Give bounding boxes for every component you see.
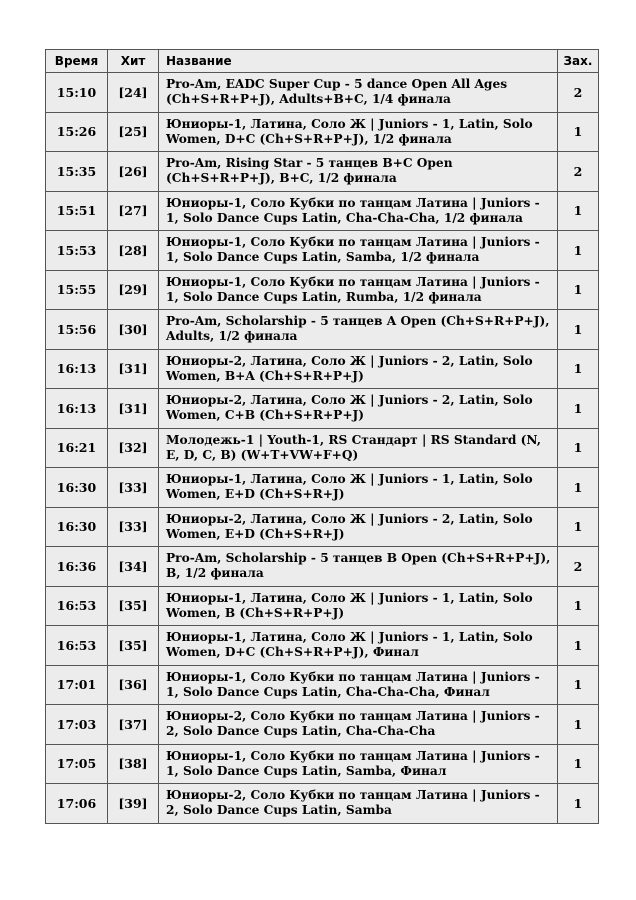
cell-time: 16:30 (46, 468, 108, 508)
cell-heat: [37] (108, 705, 159, 745)
cell-name: Юниоры-1, Латина, Соло Ж | Juniors - 1, Latin, Solo Women, B (Ch+S+R+P+J) (159, 586, 558, 626)
header-zax: Зах. (558, 50, 599, 73)
schedule-body (46, 73, 599, 824)
cell-heat: [25] (108, 112, 159, 152)
cell-zax: 1 (558, 586, 599, 626)
cell-zax: 1 (558, 270, 599, 310)
cell-zax: 1 (558, 626, 599, 666)
cell-heat: [38] (108, 744, 159, 784)
cell-zax: 1 (558, 468, 599, 508)
cell-name: Pro-Am, Scholarship - 5 танцев B Open (Ch+S+R+P+J), B, 1/2 финала (159, 547, 558, 587)
table-row (46, 270, 599, 310)
cell-heat: [32] (108, 428, 159, 468)
cell-name: Pro-Am, EADC Super Cup - 5 dance Open All Ages (Ch+S+R+P+J), Adults+B+C, 1/4 финала (159, 73, 558, 113)
table-row (46, 310, 599, 350)
cell-time: 16:21 (46, 428, 108, 468)
table-row (46, 389, 599, 429)
table-row (46, 507, 599, 547)
cell-time: 15:51 (46, 191, 108, 231)
table-row (46, 468, 599, 508)
cell-time: 16:53 (46, 586, 108, 626)
cell-name: Юниоры-1, Соло Кубки по танцам Латина | Juniors - 1, Solo Dance Cups Latin, Samba, 1/2 финала (159, 231, 558, 271)
cell-name: Юниоры-1, Соло Кубки по танцам Латина | Juniors - 1, Solo Dance Cups Latin, Cha-Cha-Cha, Финал (159, 665, 558, 705)
cell-name: Юниоры-1, Латина, Соло Ж | Juniors - 1, Latin, Solo Women, E+D (Ch+S+R+J) (159, 468, 558, 508)
cell-heat: [30] (108, 310, 159, 350)
schedule-table (45, 49, 599, 824)
cell-name: Pro-Am, Rising Star - 5 танцев B+C Open (Ch+S+R+P+J), B+C, 1/2 финала (159, 152, 558, 192)
cell-name: Молодежь-1 | Youth-1, RS Стандарт | RS Standard (N, E, D, C, B) (W+T+VW+F+Q) (159, 428, 558, 468)
table-row (46, 705, 599, 745)
cell-zax: 1 (558, 349, 599, 389)
header-name: Название (159, 50, 558, 73)
table-row (46, 428, 599, 468)
cell-zax: 1 (558, 310, 599, 350)
table-row (46, 665, 599, 705)
cell-name: Юниоры-2, Соло Кубки по танцам Латина | Juniors - 2, Solo Dance Cups Latin, Samba (159, 784, 558, 824)
cell-heat: [28] (108, 231, 159, 271)
cell-zax: 1 (558, 705, 599, 745)
cell-time: 15:56 (46, 310, 108, 350)
cell-time: 15:35 (46, 152, 108, 192)
cell-time: 16:53 (46, 626, 108, 666)
cell-heat: [27] (108, 191, 159, 231)
cell-time: 17:01 (46, 665, 108, 705)
cell-heat: [33] (108, 507, 159, 547)
table-row (46, 349, 599, 389)
header-heat: Хит (108, 50, 159, 73)
cell-name: Юниоры-1, Соло Кубки по танцам Латина | Juniors - 1, Solo Dance Cups Latin, Rumba, 1/2 финала (159, 270, 558, 310)
cell-zax: 1 (558, 231, 599, 271)
cell-heat: [31] (108, 349, 159, 389)
cell-zax: 1 (558, 784, 599, 824)
cell-zax: 2 (558, 152, 599, 192)
cell-time: 15:55 (46, 270, 108, 310)
cell-heat: [31] (108, 389, 159, 429)
table-row (46, 586, 599, 626)
cell-time: 17:06 (46, 784, 108, 824)
table-row (46, 152, 599, 192)
cell-zax: 1 (558, 389, 599, 429)
cell-time: 17:05 (46, 744, 108, 784)
cell-heat: [35] (108, 586, 159, 626)
cell-heat: [26] (108, 152, 159, 192)
table-row (46, 744, 599, 784)
cell-zax: 1 (558, 665, 599, 705)
table-header-row (46, 50, 599, 73)
table-row (46, 231, 599, 271)
cell-name: Юниоры-2, Латина, Соло Ж | Juniors - 2, Latin, Solo Women, B+A (Ch+S+R+P+J) (159, 349, 558, 389)
cell-time: 15:10 (46, 73, 108, 113)
cell-name: Юниоры-2, Латина, Соло Ж | Juniors - 2, Latin, Solo Women, E+D (Ch+S+R+J) (159, 507, 558, 547)
cell-time: 16:13 (46, 389, 108, 429)
cell-time: 17:03 (46, 705, 108, 745)
cell-name: Pro-Am, Scholarship - 5 танцев A Open (Ch+S+R+P+J), Adults, 1/2 финала (159, 310, 558, 350)
cell-zax: 1 (558, 507, 599, 547)
cell-heat: [35] (108, 626, 159, 666)
cell-heat: [33] (108, 468, 159, 508)
cell-heat: [29] (108, 270, 159, 310)
cell-heat: [36] (108, 665, 159, 705)
header-time: Время (46, 50, 108, 73)
cell-name: Юниоры-1, Латина, Соло Ж | Juniors - 1, Latin, Solo Women, D+C (Ch+S+R+P+J), Финал (159, 626, 558, 666)
cell-time: 15:53 (46, 231, 108, 271)
cell-name: Юниоры-2, Латина, Соло Ж | Juniors - 2, Latin, Solo Women, C+B (Ch+S+R+P+J) (159, 389, 558, 429)
cell-heat: [39] (108, 784, 159, 824)
cell-name: Юниоры-1, Латина, Соло Ж | Juniors - 1, Latin, Solo Women, D+C (Ch+S+R+P+J), 1/2 финала (159, 112, 558, 152)
cell-name: Юниоры-1, Соло Кубки по танцам Латина | Juniors - 1, Solo Dance Cups Latin, Samba, Финал (159, 744, 558, 784)
cell-time: 16:36 (46, 547, 108, 587)
cell-heat: [24] (108, 73, 159, 113)
cell-time: 16:30 (46, 507, 108, 547)
cell-zax: 1 (558, 191, 599, 231)
cell-zax: 2 (558, 73, 599, 113)
table-row (46, 547, 599, 587)
schedule-page (45, 49, 593, 824)
cell-name: Юниоры-1, Соло Кубки по танцам Латина | Juniors - 1, Solo Dance Cups Latin, Cha-Cha-Cha, 1/2 финала (159, 191, 558, 231)
cell-time: 15:26 (46, 112, 108, 152)
cell-name: Юниоры-2, Соло Кубки по танцам Латина | Juniors - 2, Solo Dance Cups Latin, Cha-Cha-Cha (159, 705, 558, 745)
table-row (46, 191, 599, 231)
cell-time: 16:13 (46, 349, 108, 389)
table-row (46, 626, 599, 666)
table-row (46, 784, 599, 824)
cell-zax: 2 (558, 547, 599, 587)
cell-zax: 1 (558, 744, 599, 784)
table-row (46, 73, 599, 113)
table-row (46, 112, 599, 152)
cell-zax: 1 (558, 112, 599, 152)
cell-heat: [34] (108, 547, 159, 587)
cell-zax: 1 (558, 428, 599, 468)
